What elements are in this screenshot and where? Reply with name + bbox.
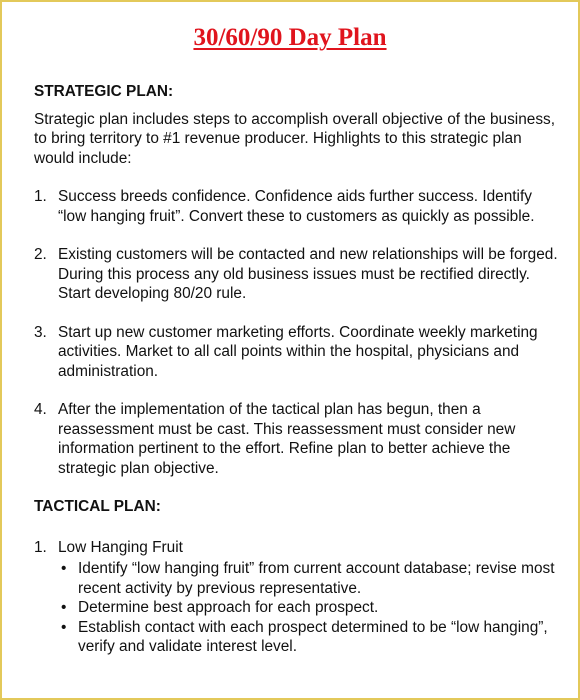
tactical-plan-list [34,538,559,657]
strategic-item-4 [34,400,559,478]
bullet-item [58,618,559,657]
strategic-item-3 [34,323,559,382]
bullet-item [58,598,559,618]
item-number: 1. [34,538,47,556]
strategic-plan-intro: Strategic plan includes steps to accomplish overall objective of the business, to bring territory to #1 revenue producer. Highlights to this strategic plan would include: [34,110,555,167]
item-number: 4. [34,401,47,418]
item-text: After the implementation of the tactical plan has begun, then a reassessment must be cast. This reassessment must consider new information pertinent to the effort. Refine plan to better achieve the strategic plan objective. [58,401,516,477]
bullet-text: Determine best approach for each prospect. [78,599,379,616]
sub-bullet-list [58,559,559,657]
item-number: 3. [34,323,47,341]
item-number: 2. [34,246,47,263]
bullet-icon: • [61,618,67,636]
item-number: 1. [34,188,47,205]
bullet-text: Establish contact with each prospect determined to be “low hanging”, verify and validate interest level. [78,618,548,655]
document-body [34,82,559,657]
bullet-item [58,559,559,598]
bullet-icon: • [61,560,67,577]
item-text: Start up new customer marketing efforts. Coordinate weekly marketing activities. Market to all call points within the hospital, physicians and administration. [58,323,538,380]
strategic-item-1 [34,187,559,226]
item-text: Low Hanging Fruit [58,538,183,556]
strategic-item-2 [34,245,559,304]
bullet-icon: • [61,599,67,616]
strategic-plan-list [34,187,559,478]
bullet-list [58,559,559,657]
item-text: Success breeds confidence. Confidence aids further success. Identify “low hanging fruit”. Convert these to customers as quickly as possible. [58,188,535,225]
strategic-plan-heading: STRATEGIC PLAN: [34,83,174,100]
bullet-text: Identify “low hanging fruit” from current account database; revise most recent activity by previous representative. [78,560,555,597]
tactical-item-1 [34,538,559,657]
tactical-plan-heading: TACTICAL PLAN: [34,498,161,515]
item-text: Existing customers will be contacted and new relationships will be forged. During this process any old business issues must be rectified directly. Start developing 80/20 rule. [58,246,558,302]
page-title: 30/60/90 Day Plan [193,24,387,51]
